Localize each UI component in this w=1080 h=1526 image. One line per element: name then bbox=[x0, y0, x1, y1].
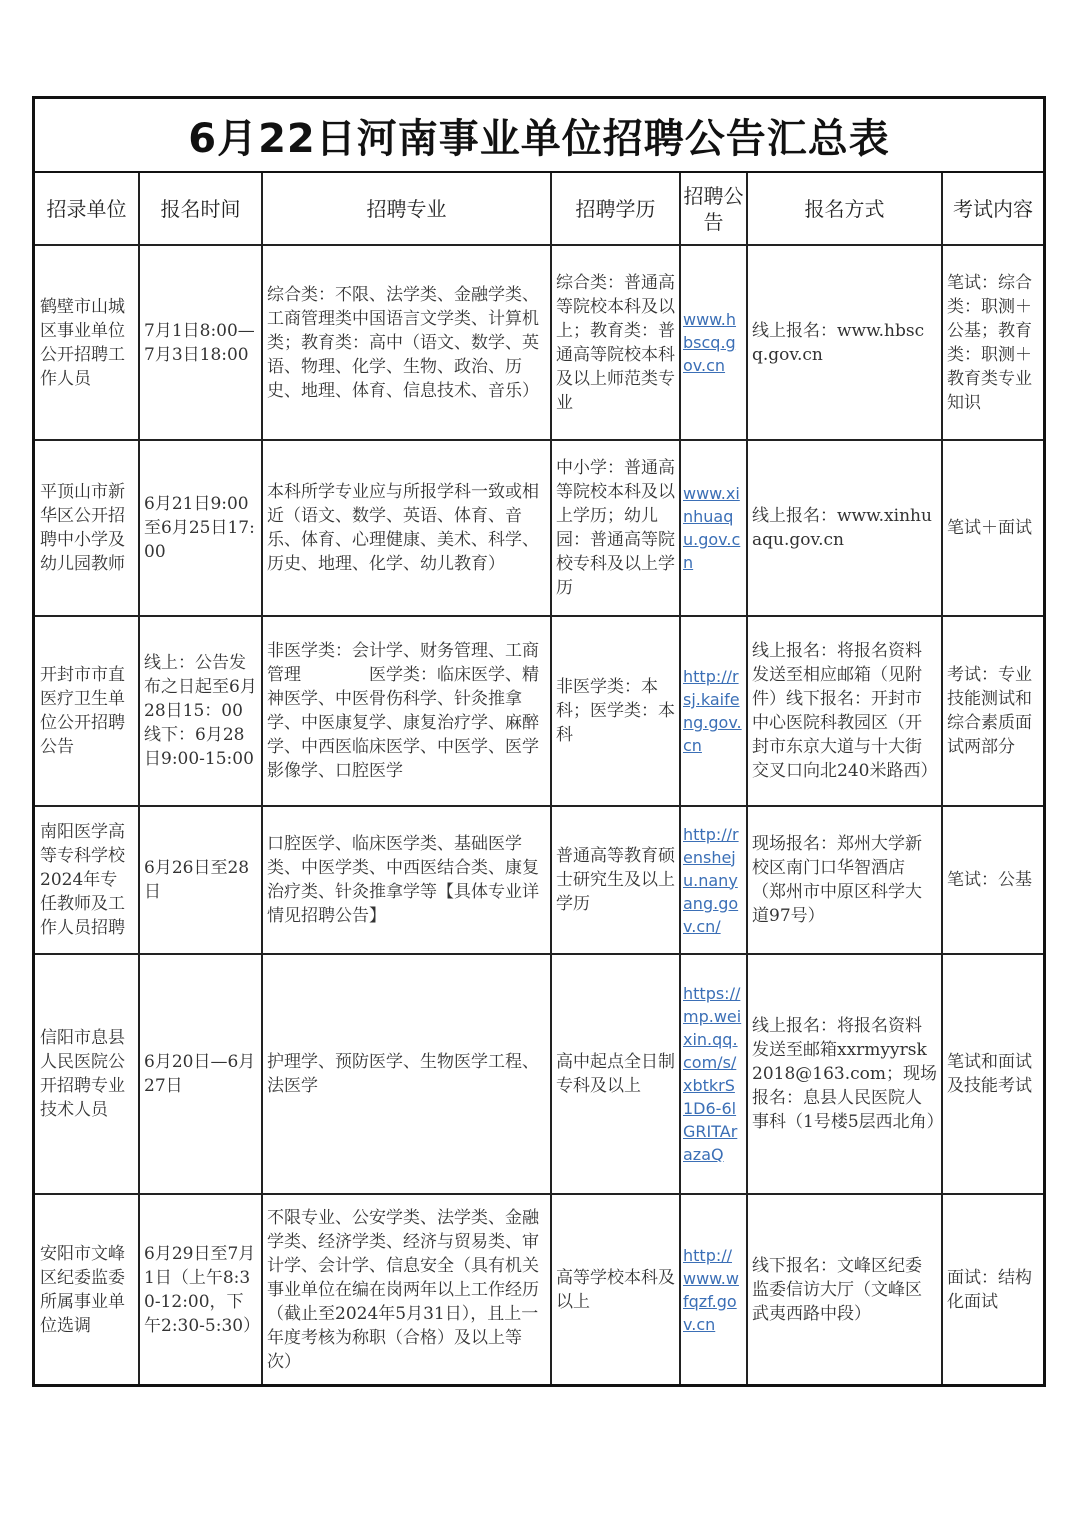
cell-unit: 平顶山市新华区公开招聘中小学及幼儿园教师 bbox=[35, 440, 139, 616]
cell-major: 口腔医学、临床医学类、基础医学类、中医学类、中西医结合类、康复治疗类、针灸推拿学等【具体专业详情见招聘公告】 bbox=[262, 806, 551, 954]
table-row bbox=[35, 954, 1043, 1194]
cell-unit: 开封市市直医疗卫生单位公开招聘公告 bbox=[35, 616, 139, 806]
cell-major: 非医学类：会计学、财务管理、工商管理 医学类：临床医学、精神医学、中医骨伤科学、针灸推拿学、中医康复学、康复治疗学、麻醉学、中西医临床医学、中医学、医学影像学、口腔医学 bbox=[262, 616, 551, 806]
notice-link[interactable]: www.hbscq.gov.cn bbox=[680, 245, 747, 440]
cell-method: 现场报名：郑州大学新校区南门口华智酒店（郑州市中原区科学大道97号） bbox=[747, 806, 942, 954]
recruitment-summary-sheet bbox=[32, 96, 1046, 1387]
cell-education: 高中起点全日制专科及以上 bbox=[551, 954, 680, 1194]
cell-education: 中小学：普通高等院校本科及以上学历；幼儿园：普通高等院校专科及以上学历 bbox=[551, 440, 680, 616]
cell-method: 线上报名：将报名资料发送至邮箱xxrmyyrsk2018@163.com；现场报名：息县人民医院人事科（1号楼5层西北角） bbox=[747, 954, 942, 1194]
cell-method: 线上报名：www.xinhuaqu.gov.cn bbox=[747, 440, 942, 616]
cell-exam: 笔试＋面试 bbox=[942, 440, 1043, 616]
cell-exam: 面试：结构化面试 bbox=[942, 1194, 1043, 1384]
cell-unit: 南阳医学高等专科学校2024年专任教师及工作人员招聘 bbox=[35, 806, 139, 954]
header-method: 报名方式 bbox=[747, 173, 942, 245]
table-row bbox=[35, 245, 1043, 440]
cell-education: 普通高等教育硕士研究生及以上学历 bbox=[551, 806, 680, 954]
cell-time: 线上：公告发布之日起至6月28日15：00 线下：6月28日9:00-15:00 bbox=[139, 616, 262, 806]
table-row bbox=[35, 616, 1043, 806]
cell-unit: 鹤壁市山城区事业单位公开招聘工作人员 bbox=[35, 245, 139, 440]
cell-exam: 考试：专业技能测试和综合素质面试两部分 bbox=[942, 616, 1043, 806]
table-row bbox=[35, 806, 1043, 954]
cell-exam: 笔试和面试及技能考试 bbox=[942, 954, 1043, 1194]
cell-time: 6月26日至28日 bbox=[139, 806, 262, 954]
header-major: 招聘专业 bbox=[262, 173, 551, 245]
cell-method: 线上报名：将报名资料发送至相应邮箱（见附件）线下报名：开封市中心医院科教园区（开封市东京大道与十大街交叉口向北240米路西） bbox=[747, 616, 942, 806]
cell-method: 线上报名：www.hbscq.gov.cn bbox=[747, 245, 942, 440]
header-row bbox=[35, 173, 1043, 245]
cell-unit: 信阳市息县人民医院公开招聘专业技术人员 bbox=[35, 954, 139, 1194]
cell-unit: 安阳市文峰区纪委监委所属事业单位选调 bbox=[35, 1194, 139, 1384]
notice-link[interactable]: http://rsj.kaifeng.gov.cn bbox=[680, 616, 747, 806]
cell-time: 6月29日至7月1日（上午8:30-12:00，下午2:30-5:30） bbox=[139, 1194, 262, 1384]
notice-link[interactable]: http://www.wfqzf.gov.cn bbox=[680, 1194, 747, 1384]
cell-education: 非医学类：本科；医学类：本科 bbox=[551, 616, 680, 806]
table-row bbox=[35, 1194, 1043, 1384]
cell-time: 6月20日—6月27日 bbox=[139, 954, 262, 1194]
cell-method: 线下报名：文峰区纪委监委信访大厅（文峰区武夷西路中段） bbox=[747, 1194, 942, 1384]
header-unit: 招录单位 bbox=[35, 173, 139, 245]
cell-major: 护理学、预防医学、生物医学工程、法医学 bbox=[262, 954, 551, 1194]
notice-link[interactable]: http://rensheju.nanyang.gov.cn/ bbox=[680, 806, 747, 954]
recruitment-table bbox=[35, 173, 1043, 1384]
cell-education: 高等学校本科及以上 bbox=[551, 1194, 680, 1384]
cell-time: 7月1日8:00—7月3日18:00 bbox=[139, 245, 262, 440]
page-title: 6月22日河南事业单位招聘公告汇总表 bbox=[35, 99, 1043, 173]
cell-exam: 笔试：综合类：职测＋公基；教育类：职测＋教育类专业知识 bbox=[942, 245, 1043, 440]
cell-exam: 笔试：公基 bbox=[942, 806, 1043, 954]
notice-link[interactable]: www.xinhuaqu.gov.cn bbox=[680, 440, 747, 616]
header-exam: 考试内容 bbox=[942, 173, 1043, 245]
cell-major: 综合类：不限、法学类、金融学类、工商管理类中国语言文学类、计算机类；教育类：高中（语文、数学、英语、物理、化学、生物、政治、历史、地理、体育、信息技术、音乐） bbox=[262, 245, 551, 440]
header-time: 报名时间 bbox=[139, 173, 262, 245]
cell-major: 不限专业、公安学类、法学类、金融学类、经济学类、经济与贸易类、审计学、会计学、信息安全（具有机关事业单位在编在岗两年以上工作经历（截止至2024年5月31日），且上一年度考核为称职（合格）及以上等次） bbox=[262, 1194, 551, 1384]
table-row bbox=[35, 440, 1043, 616]
cell-time: 6月21日9:00至6月25日17:00 bbox=[139, 440, 262, 616]
cell-education: 综合类：普通高等院校本科及以上；教育类：普通高等院校本科及以上师范类专业 bbox=[551, 245, 680, 440]
cell-major: 本科所学专业应与所报学科一致或相近（语文、数学、英语、体育、音乐、体育、心理健康、美术、科学、历史、地理、化学、幼儿教育） bbox=[262, 440, 551, 616]
notice-link[interactable]: https://mp.weixin.qq.com/s/xbtkrS1D6-6lGRITArazaQ bbox=[680, 954, 747, 1194]
header-notice: 招聘公告 bbox=[680, 173, 747, 245]
header-education: 招聘学历 bbox=[551, 173, 680, 245]
